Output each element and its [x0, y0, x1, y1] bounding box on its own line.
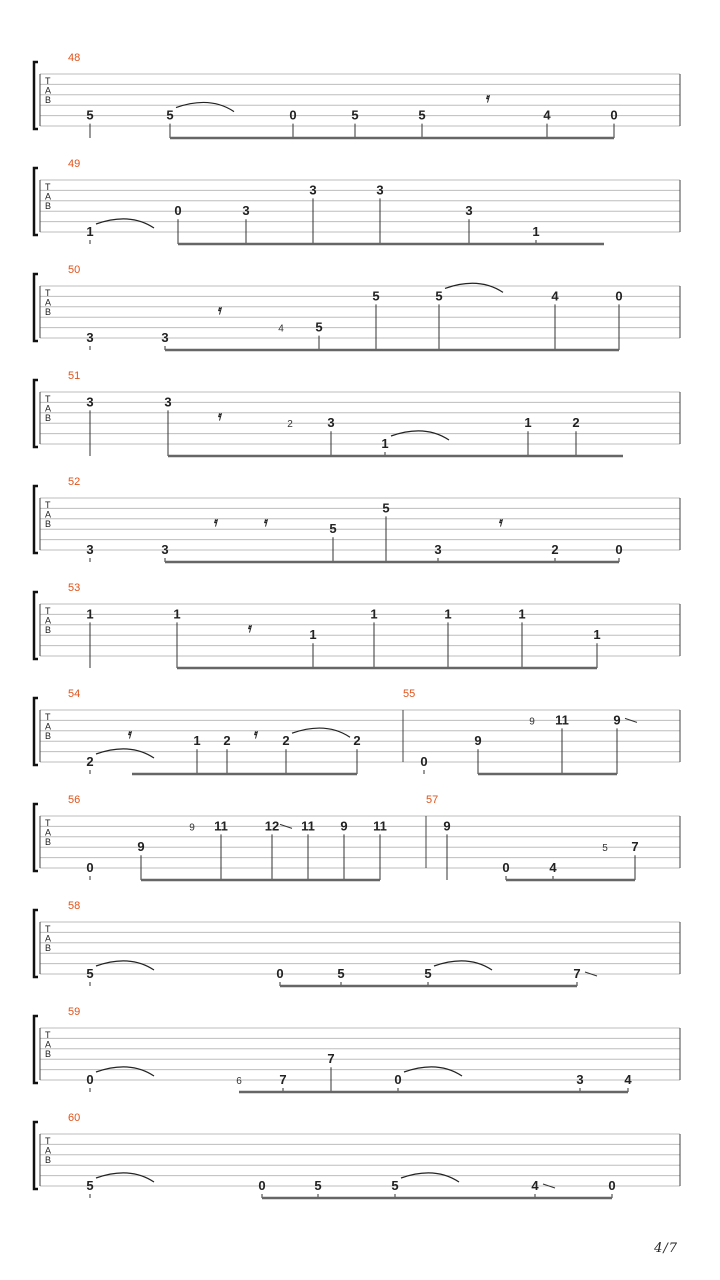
fret-number: 11 [555, 712, 569, 728]
rest-symbol: 𝄿 [214, 514, 218, 529]
fret-number: 5 [372, 288, 380, 304]
fret-number: 4 [549, 860, 557, 875]
tie-arc [401, 1173, 459, 1182]
fret-number: 3 [164, 394, 172, 410]
fret-number: 4 [531, 1178, 539, 1193]
fret-number: 1 [518, 606, 526, 622]
fret-number: 2 [223, 733, 231, 749]
fret-number: 0 [502, 860, 510, 875]
fret-number: 4 [543, 107, 551, 123]
tie-arc [445, 283, 503, 292]
fret-number: 0 [276, 966, 284, 981]
fret-number: 5 [86, 107, 94, 123]
fret-number: 5 [602, 843, 608, 855]
fret-number: 0 [86, 860, 94, 875]
measure-number: 59 [68, 1006, 81, 1018]
fret-number: 5 [314, 1178, 322, 1193]
system-bracket [34, 804, 38, 871]
tab-system [34, 688, 680, 774]
fret-number: 2 [86, 754, 94, 769]
measure-number: 60 [68, 1112, 81, 1124]
tab-clef-letter: A [45, 191, 52, 202]
tab-clef-letter: B [45, 943, 52, 953]
fret-number: 0 [86, 1072, 94, 1087]
fret-number: 5 [315, 319, 323, 335]
tab-system [34, 794, 680, 880]
fret-number: 9 [443, 818, 451, 834]
fret-number: 1 [524, 415, 532, 431]
measure-number: 55 [403, 688, 416, 700]
tab-clef-letter: B [45, 731, 52, 741]
tab-system [34, 52, 680, 138]
system-bracket [34, 592, 38, 659]
tab-clef-letter: A [45, 85, 52, 96]
tab-system [34, 370, 680, 456]
fret-number: 7 [573, 966, 581, 981]
fret-number: 3 [309, 182, 317, 198]
tie-arc [96, 1173, 154, 1182]
tab-clef-letter: B [45, 625, 52, 635]
fret-number: 5 [435, 288, 443, 304]
tab-clef-letter: A [45, 827, 52, 838]
fret-number: 9 [340, 818, 348, 834]
fret-number: 1 [370, 606, 378, 622]
fret-number: 1 [593, 627, 601, 643]
fret-number: 3 [161, 542, 169, 557]
tab-system [34, 476, 680, 562]
tie-arc [404, 1067, 462, 1076]
fret-number: 2 [282, 733, 290, 749]
fret-number: 7 [327, 1051, 335, 1067]
tie-arc [96, 219, 154, 228]
fret-number: 0 [615, 542, 623, 557]
tab-clef-letter: B [45, 201, 52, 211]
tie-arc [292, 728, 350, 737]
fret-number: 9 [137, 839, 145, 855]
rest-symbol: 𝄿 [264, 514, 268, 529]
tab-clef-letter: T [45, 500, 51, 510]
system-bracket [34, 698, 38, 765]
fret-number: 0 [615, 288, 623, 304]
system-bracket [34, 486, 38, 553]
fret-number: 11 [214, 818, 228, 834]
rest-symbol: 𝄿 [248, 620, 252, 635]
fret-number: 5 [337, 966, 345, 981]
fret-number: 0 [258, 1178, 266, 1193]
system-bracket [34, 274, 38, 341]
tab-clef-letter: A [45, 933, 52, 944]
tab-clef-letter: T [45, 1136, 51, 1146]
fret-number: 3 [576, 1072, 584, 1087]
tab-clef-letter: A [45, 1039, 52, 1050]
fret-number: 2 [353, 733, 361, 749]
tab-clef-letter: A [45, 1145, 52, 1156]
tab-clef-letter: B [45, 837, 52, 847]
tab-clef-letter: A [45, 509, 52, 520]
tab-clef-letter: T [45, 1030, 51, 1040]
fret-number: 3 [376, 182, 384, 198]
fret-number: 0 [174, 203, 182, 219]
measure-number: 54 [68, 688, 81, 700]
fret-number: 0 [608, 1178, 616, 1193]
fret-number: 1 [381, 436, 389, 451]
system-bracket [34, 1122, 38, 1189]
fret-number: 1 [309, 627, 317, 643]
measure-number: 57 [426, 794, 439, 806]
tab-clef-letter: A [45, 403, 52, 414]
tab-clef-letter: T [45, 924, 51, 934]
fret-number: 5 [424, 966, 432, 981]
fret-number: 1 [173, 606, 181, 622]
fret-number: 0 [289, 107, 297, 123]
fret-number: 11 [373, 818, 387, 834]
tab-system [34, 264, 680, 350]
tab-clef-letter: B [45, 95, 52, 105]
fret-number: 5 [86, 966, 94, 981]
tab-system [34, 582, 680, 668]
fret-number: 3 [327, 415, 335, 431]
fret-number: 5 [391, 1178, 399, 1193]
fret-number: 3 [86, 542, 94, 557]
page-number: 4/7 [654, 1241, 678, 1256]
tie-arc [96, 749, 154, 758]
rest-symbol: 𝄿 [486, 90, 490, 105]
tie-arc [391, 431, 449, 440]
tab-clef-letter: A [45, 297, 52, 308]
tab-clef-letter: T [45, 394, 51, 404]
system-bracket [34, 62, 38, 129]
tab-system [34, 158, 680, 244]
tab-system [34, 1006, 680, 1092]
fret-number: 4 [278, 323, 284, 335]
fret-number: 4 [624, 1072, 632, 1087]
tab-clef-letter: T [45, 288, 51, 298]
fret-number: 1 [86, 606, 94, 622]
fret-number: 5 [166, 107, 174, 123]
system-bracket [34, 910, 38, 977]
tie-arc [96, 1067, 154, 1076]
fret-number: 11 [301, 818, 315, 834]
system-bracket [34, 1016, 38, 1083]
rest-symbol: 𝄿 [218, 302, 222, 317]
measure-number: 48 [68, 52, 81, 64]
tab-system [34, 1112, 680, 1198]
rest-symbol: 𝄿 [499, 514, 503, 529]
rest-symbol: 𝄿 [128, 726, 132, 741]
tab-clef-letter: T [45, 606, 51, 616]
tab-clef-letter: T [45, 818, 51, 828]
system-bracket [34, 380, 38, 447]
fret-number: 5 [382, 500, 390, 516]
tab-system [34, 900, 680, 986]
measure-number: 56 [68, 794, 81, 806]
tab-clef-letter: B [45, 519, 52, 529]
fret-number: 2 [287, 419, 293, 431]
system-bracket [34, 168, 38, 235]
measure-number: 49 [68, 158, 81, 170]
tie-arc [434, 961, 492, 970]
fret-number: 0 [610, 107, 618, 123]
tab-clef-letter: B [45, 1049, 52, 1059]
fret-number: 2 [551, 542, 559, 557]
fret-number: 3 [86, 330, 94, 345]
measure-number: 51 [68, 370, 81, 382]
rest-symbol: 𝄿 [218, 408, 222, 423]
fret-number: 12 [264, 818, 280, 834]
fret-number: 3 [434, 542, 442, 557]
fret-number: 0 [394, 1072, 402, 1087]
tab-clef-letter: A [45, 721, 52, 732]
fret-number: 1 [444, 606, 452, 622]
fret-number: 9 [474, 733, 482, 749]
fret-number: 3 [161, 330, 169, 345]
measure-number: 53 [68, 582, 81, 594]
tab-clef-letter: T [45, 712, 51, 722]
fret-number: 3 [86, 394, 94, 410]
fret-number: 1 [532, 224, 540, 239]
fret-number: 9 [613, 712, 621, 728]
fret-number: 5 [329, 521, 337, 537]
tab-clef-letter: B [45, 307, 52, 317]
measure-number: 58 [68, 900, 81, 912]
fret-number: 5 [86, 1178, 94, 1193]
fret-number: 5 [418, 107, 426, 123]
tab-clef-letter: B [45, 413, 52, 423]
tab-clef-letter: A [45, 615, 52, 626]
fret-number: 1 [86, 224, 94, 239]
tie-arc [176, 102, 234, 111]
fret-number: 3 [242, 203, 250, 219]
measure-number: 50 [68, 264, 81, 276]
tie-arc [96, 961, 154, 970]
tab-clef-letter: B [45, 1155, 52, 1165]
fret-number: 2 [572, 415, 580, 431]
tab-clef-letter: T [45, 182, 51, 192]
fret-number: 5 [351, 107, 359, 123]
fret-number: 6 [236, 1076, 242, 1087]
fret-number: 9 [529, 716, 535, 728]
measure-number: 52 [68, 476, 81, 488]
fret-number: 7 [279, 1072, 287, 1087]
tab-clef-letter: T [45, 76, 51, 86]
fret-number: 0 [420, 754, 428, 769]
rest-symbol: 𝄿 [254, 726, 258, 741]
fret-number: 9 [189, 822, 195, 834]
fret-number: 3 [465, 203, 473, 219]
fret-number: 4 [551, 288, 559, 304]
fret-number: 1 [193, 733, 201, 749]
fret-number: 7 [631, 839, 639, 855]
